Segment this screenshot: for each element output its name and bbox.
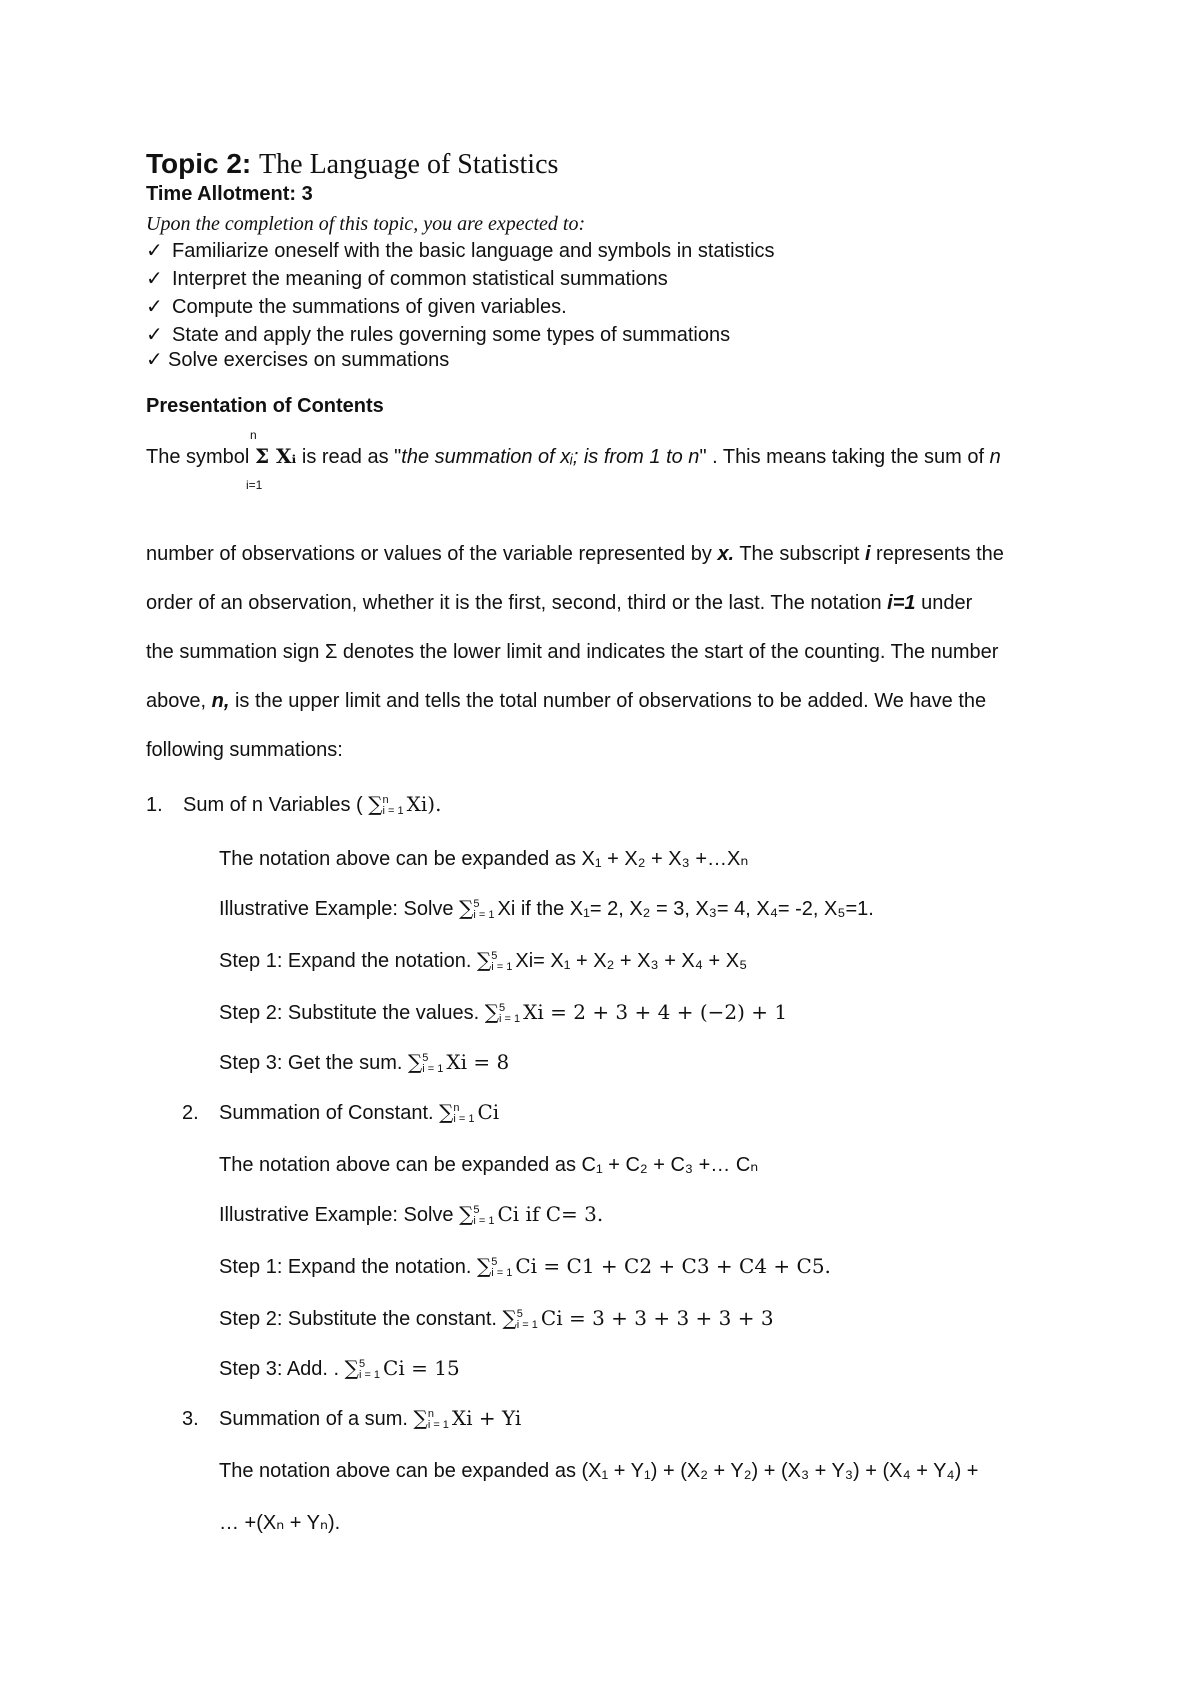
step-text: Step 3: Get the sum. ∑ 5 i = 1 Xi = 8 [219, 1050, 510, 1075]
paragraph-line: following summations: [146, 739, 343, 761]
page-title [146, 148, 558, 181]
paragraph-line: order of an observation, whether it is the first, second, third or the last. The notation i=1 under [146, 592, 973, 614]
list-item-summation-of-sum: 3. Summation of a sum. ∑ n i = 1 Xi + Yi [182, 1406, 522, 1431]
section-heading: Presentation of Contents [146, 395, 384, 417]
objective-item: ✓ Compute the summations of given variables. [146, 294, 567, 318]
checkmark-icon: ✓ [146, 266, 163, 290]
example-text: Illustrative Example: Solve ∑ 5 i = 1 Ci if C= 3. [219, 1202, 604, 1227]
objectives-intro: Upon the completion of this topic, you are expected to: [146, 213, 586, 235]
list-item-sum-of-variables: 1. Sum of n Variables ( ∑ n i = 1 Xi). [146, 792, 442, 817]
example-text: Illustrative Example: Solve ∑ 5 i = 1 Xi if the X₁= 2, X₂ = 3, X₃= 4, X₄= -2, X₅=1. [219, 896, 874, 921]
step-text: Step 3: Add. . ∑ 5 i = 1 Ci = 15 [219, 1356, 460, 1381]
objective-item: ✓ State and apply the rules governing some types of summations [146, 322, 731, 346]
expansion-text-continued: … +(Xₙ + Yₙ). [219, 1512, 341, 1534]
objective-item: ✓ Solve exercises on summations [146, 347, 450, 371]
step-text: Step 2: Substitute the values. ∑ 5 i = 1 Xi = 2 + 3 + 4 + (−2) + 1 [219, 1000, 788, 1025]
list-item-summation-of-constant: 2. Summation of Constant. ∑ n i = 1 Ci [182, 1100, 500, 1125]
expansion-text: The notation above can be expanded as (X₁ + Y₁) + (X₂ + Y₂) + (X₃ + Y₃) + (X₄ + Y₄) + [219, 1460, 979, 1482]
step-text: Step 1: Expand the notation. ∑ 5 i = 1 Xi= X₁ + X₂ + X₃ + X₄ + X₅ [219, 948, 748, 973]
time-allotment: Time Allotment: 3 [146, 183, 313, 205]
objective-item: ✓ Interpret the meaning of common statistical summations [146, 266, 668, 290]
checkmark-icon: ✓ [146, 238, 163, 262]
step-text: Step 2: Substitute the constant. ∑ 5 i = 1 Ci = 3 + 3 + 3 + 3 + 3 [219, 1306, 774, 1331]
paragraph-line: the summation sign Σ denotes the lower limit and indicates the start of the counting. The number [146, 641, 999, 663]
topic-title: The Language of Statistics [259, 149, 559, 180]
paragraph-line: above, n, is the upper limit and tells the total number of observations to be added. We have the [146, 690, 987, 712]
topic-label: Topic 2: [146, 148, 252, 179]
paragraph-line: number of observations or values of the variable represented by x. The subscript i represents the [146, 543, 1004, 565]
checkmark-icon: ✓ [146, 347, 163, 371]
sigma-upper-limit: n [250, 428, 257, 442]
symbol-definition: The symbol Σ Xᵢ is read as "the summation of xᵢ; is from 1 to n" . This means taking the sum of n [146, 444, 1001, 468]
checkmark-icon: ✓ [146, 322, 163, 346]
checkmark-icon: ✓ [146, 294, 163, 318]
expansion-text: The notation above can be expanded as C₁ + C₂ + C₃ +… Cₙ [219, 1154, 759, 1176]
step-text: Step 1: Expand the notation. ∑ 5 i = 1 Ci = C1 + C2 + C3 + C4 + C5. [219, 1254, 831, 1279]
expansion-text: The notation above can be expanded as X₁ + X₂ + X₃ +…Xₙ [219, 848, 749, 870]
sigma-lower-limit: i=1 [246, 478, 263, 492]
objective-item: ✓ Familiarize oneself with the basic language and symbols in statistics [146, 238, 775, 262]
